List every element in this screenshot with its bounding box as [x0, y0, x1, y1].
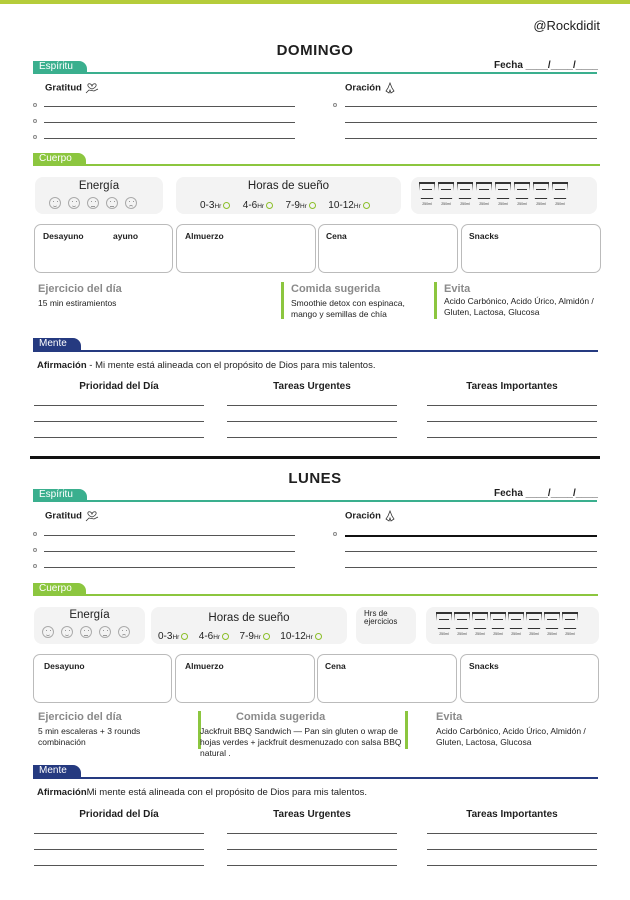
face-icon[interactable]	[87, 197, 99, 209]
gratitud-line-3[interactable]	[44, 567, 295, 568]
author-handle: @Rockdidit	[533, 18, 600, 33]
cena-label: Cena	[326, 231, 347, 241]
bullet	[33, 548, 37, 552]
sleep-option[interactable]: 7-9Hr	[240, 631, 270, 642]
comida-heading: Comida sugerida	[291, 283, 381, 295]
water-glass-icon[interactable]: 250ml	[526, 612, 542, 631]
task-line[interactable]	[34, 437, 204, 438]
face-icon[interactable]	[42, 626, 54, 638]
date-field[interactable]: Fecha ____/____/____	[494, 488, 598, 499]
sleep-option[interactable]: 0-3Hr	[158, 631, 188, 642]
divider-bar	[281, 282, 284, 319]
energia-label: Energía	[69, 609, 110, 621]
gratitud-line-1[interactable]	[44, 106, 295, 107]
meal-box-cena[interactable]	[317, 654, 457, 703]
task-line[interactable]	[34, 833, 204, 834]
day-divider	[30, 456, 600, 459]
horas-sueno-label: Horas de sueño	[247, 180, 330, 192]
afirmacion: Afirmación - Mi mente está alineada con el propósito de Dios para mis talentos.	[37, 360, 376, 371]
task-line[interactable]	[427, 865, 597, 866]
almuerzo-label: Almuerzo	[185, 231, 224, 241]
sleep-option[interactable]: 7-9Hr	[286, 200, 316, 211]
ejercicio-heading: Ejercicio del día	[38, 283, 122, 295]
face-icon[interactable]	[118, 626, 130, 638]
energia-card	[34, 607, 145, 644]
meal-box-cena[interactable]	[318, 224, 458, 273]
task-line[interactable]	[427, 421, 597, 422]
divider-bar	[434, 282, 437, 319]
sleep-option[interactable]: 4-6Hr	[243, 200, 273, 211]
evita-heading: Evita	[436, 711, 463, 723]
bullet	[333, 103, 337, 107]
face-icon[interactable]	[49, 197, 61, 209]
oracion-line-1[interactable]	[345, 106, 597, 107]
comida-heading: Comida sugerida	[236, 711, 326, 723]
bullet	[333, 532, 337, 536]
desayuno-label: Desayuno	[43, 231, 84, 241]
face-icon[interactable]	[80, 626, 92, 638]
gratitud-line-3[interactable]	[44, 138, 295, 139]
meal-box-desayuno[interactable]	[33, 654, 172, 703]
cena-label: Cena	[325, 661, 346, 671]
sueno-card	[151, 607, 347, 644]
energia-faces	[35, 196, 163, 214]
water-card	[411, 177, 597, 214]
sleep-option[interactable]: 0-3Hr	[200, 200, 230, 211]
task-line[interactable]	[427, 849, 597, 850]
evita-heading: Evita	[444, 283, 471, 295]
evita-text: Acido Carbónico, Acido Úrico, Almidón / Gluten, Lactosa, Glucosa	[444, 296, 594, 317]
task-line[interactable]	[227, 437, 397, 438]
almuerzo-label: Almuerzo	[185, 661, 224, 671]
section-tab-mente: Mente	[33, 338, 81, 350]
energia-label: Energía	[78, 180, 120, 192]
water-glass-icon[interactable]: 250ml	[508, 612, 524, 631]
bullet	[33, 564, 37, 568]
gratitud-line-2[interactable]	[44, 551, 295, 552]
section-line-cuerpo	[33, 164, 600, 166]
heart-hand-icon	[85, 510, 99, 522]
water-glass-icon[interactable]: 250ml	[533, 182, 549, 201]
sleep-option[interactable]: 10-12Hr	[280, 631, 321, 642]
water-card	[426, 607, 599, 644]
ejercicio-text: 5 min escaleras + 3 rounds combinación	[38, 726, 141, 747]
meal-box-snacks[interactable]	[461, 224, 601, 273]
prioridad-heading: Prioridad del Día	[79, 381, 159, 392]
top-accent-bar	[0, 0, 630, 4]
face-icon[interactable]	[99, 626, 111, 638]
gratitud-label: Gratitud	[45, 510, 99, 522]
section-line-mente	[33, 350, 598, 352]
face-icon[interactable]	[125, 197, 137, 209]
snacks-label: Snacks	[469, 231, 499, 241]
section-tab-mente: Mente	[33, 765, 81, 777]
ayuno-label: ayuno	[113, 231, 139, 241]
day-title-domingo: DOMINGO	[276, 42, 354, 59]
sleep-options	[176, 195, 401, 213]
importantes-heading: Tareas Importantes	[466, 381, 558, 392]
oracion-line-1[interactable]	[345, 535, 597, 537]
task-line[interactable]	[34, 421, 204, 422]
meal-box-almuerzo[interactable]	[175, 654, 315, 703]
sleep-option[interactable]: 10-12Hr	[328, 200, 369, 211]
ejercicio-heading: Ejercicio del día	[38, 711, 122, 723]
task-line[interactable]	[34, 865, 204, 866]
desayuno-label: Desayuno	[44, 661, 85, 671]
meal-box-snacks[interactable]	[460, 654, 599, 703]
water-glass-icon[interactable]: 250ml	[490, 612, 506, 631]
face-icon[interactable]	[61, 626, 73, 638]
energia-faces	[34, 625, 145, 643]
section-line-espiritu	[33, 500, 597, 502]
snacks-label: Snacks	[469, 661, 499, 671]
water-glass-icon[interactable]: 250ml	[544, 612, 560, 631]
task-line[interactable]	[34, 405, 204, 406]
divider-bar	[405, 711, 408, 749]
task-line[interactable]	[227, 833, 397, 834]
water-glass-icon[interactable]: 250ml	[457, 182, 473, 201]
ejercicio-text: 15 min estiramientos	[38, 298, 117, 308]
task-line[interactable]	[227, 421, 397, 422]
water-glass-icon[interactable]: 250ml	[476, 182, 492, 201]
task-line[interactable]	[227, 865, 397, 866]
comida-text: Smoothie detox con espinaca, mango y semillas de chía	[291, 298, 405, 319]
task-line[interactable]	[427, 437, 597, 438]
bullet	[33, 103, 37, 107]
water-glass-icon[interactable]: 250ml	[472, 612, 488, 631]
afirmacion: AfirmaciónMi mente está alineada con el propósito de Dios para mis talentos.	[37, 787, 368, 798]
water-glass-icon[interactable]: 250ml	[438, 182, 454, 201]
meal-box-almuerzo[interactable]	[176, 224, 316, 273]
oracion-line-3[interactable]	[345, 567, 597, 568]
task-line[interactable]	[227, 849, 397, 850]
section-tab-cuerpo: Cuerpo	[33, 153, 86, 165]
task-line[interactable]	[34, 849, 204, 850]
section-tab-espiritu: Espíritu	[33, 489, 87, 501]
date-field[interactable]: Fecha ____/____/____	[494, 60, 598, 71]
bullet	[33, 135, 37, 139]
section-line-espiritu	[33, 72, 597, 74]
water-glass-icon[interactable]: 250ml	[454, 612, 470, 631]
sleep-option[interactable]: 4-6Hr	[199, 631, 229, 642]
section-tab-espiritu: Espíritu	[33, 61, 87, 73]
bullet	[33, 532, 37, 536]
bullet	[33, 119, 37, 123]
water-glass-icon[interactable]: 250ml	[552, 182, 568, 201]
oracion-label: Oración	[345, 82, 396, 94]
oracion-line-2[interactable]	[345, 122, 597, 123]
water-glass-icon[interactable]: 250ml	[419, 182, 435, 201]
section-line-cuerpo	[33, 594, 598, 596]
water-glass-icon[interactable]: 250ml	[562, 612, 578, 631]
water-glass-icon[interactable]: 250ml	[495, 182, 511, 201]
section-tab-cuerpo: Cuerpo	[33, 583, 86, 595]
gratitud-line-1[interactable]	[44, 535, 295, 536]
task-line[interactable]	[227, 405, 397, 406]
section-line-mente	[33, 777, 598, 779]
water-glass-icon[interactable]: 250ml	[436, 612, 452, 631]
task-line[interactable]	[427, 833, 597, 834]
task-line[interactable]	[427, 405, 597, 406]
sleep-options	[151, 626, 347, 644]
prioridad-heading: Prioridad del Día	[79, 809, 159, 820]
comida-text: Jackfruit BBQ Sandwich — Pan sin gluten o wrap de hojas verdes + jackfruit desmenuzado con salsa BBQ natural .	[200, 726, 402, 758]
hrs-ejercicios-card[interactable]: Hrs de ejercicios	[356, 607, 416, 644]
face-icon[interactable]	[106, 197, 118, 209]
heart-hand-icon	[85, 82, 99, 94]
urgentes-heading: Tareas Urgentes	[273, 809, 351, 820]
face-icon[interactable]	[68, 197, 80, 209]
urgentes-heading: Tareas Urgentes	[273, 381, 351, 392]
horas-sueno-label: Horas de sueño	[208, 612, 290, 624]
meal-box-desayuno[interactable]	[34, 224, 173, 273]
water-glass-icon[interactable]: 250ml	[514, 182, 530, 201]
importantes-heading: Tareas Importantes	[466, 809, 558, 820]
oracion-line-3[interactable]	[345, 138, 597, 139]
gratitud-line-2[interactable]	[44, 122, 295, 123]
energia-card	[35, 177, 163, 214]
day-title-lunes: LUNES	[288, 470, 342, 487]
oracion-label: Oración	[345, 510, 396, 522]
praying-hands-icon	[384, 510, 396, 522]
sueno-card	[176, 177, 401, 214]
praying-hands-icon	[384, 82, 396, 94]
evita-text: Acido Carbónico, Acido Úrico, Almidón / Gluten, Lactosa, Glucosa	[436, 726, 586, 747]
gratitud-label: Gratitud	[45, 82, 99, 94]
oracion-line-2[interactable]	[345, 551, 597, 552]
